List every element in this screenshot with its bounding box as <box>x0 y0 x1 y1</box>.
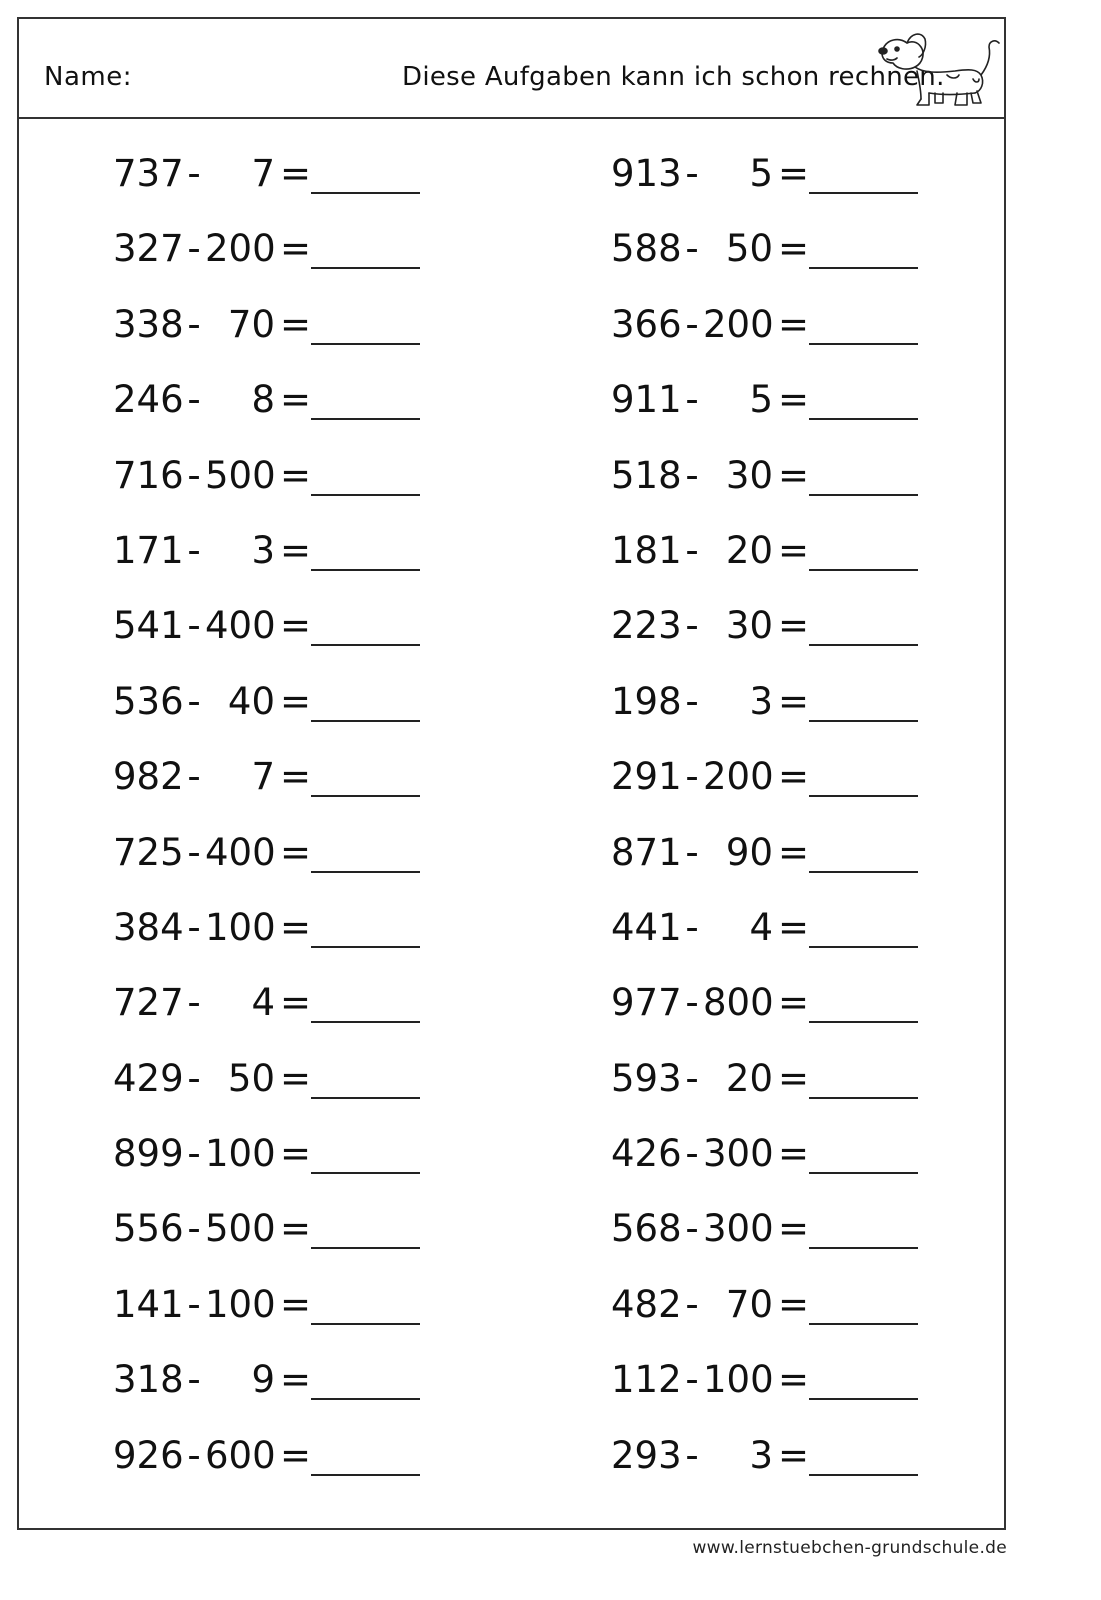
minuend: 737 <box>113 152 184 195</box>
minus-sign: - <box>187 830 201 874</box>
equals-sign: = <box>778 679 810 723</box>
answer-line[interactable] <box>311 1247 420 1249</box>
subtrahend: 20 <box>725 528 773 572</box>
subtrahend: 200 <box>703 755 774 799</box>
subtrahend: 3 <box>251 528 275 572</box>
minus-sign: - <box>685 453 699 497</box>
equals-sign: = <box>280 604 312 648</box>
answer-line[interactable] <box>311 267 420 269</box>
name-label: Name: <box>44 62 132 92</box>
equals-sign: = <box>280 679 312 723</box>
minuend: 541 <box>113 604 184 648</box>
subtrahend: 30 <box>725 604 773 648</box>
minus-sign: - <box>685 1132 699 1176</box>
subtrahend: 7 <box>251 152 275 195</box>
equals-sign: = <box>778 604 810 648</box>
equals-sign: = <box>778 528 810 572</box>
minuend: 716 <box>113 453 184 497</box>
answer-line[interactable] <box>809 644 918 646</box>
minuend: 384 <box>113 905 184 949</box>
equals-sign: = <box>280 1358 312 1402</box>
equals-sign: = <box>778 755 810 799</box>
answer-line[interactable] <box>311 1323 420 1325</box>
minus-sign: - <box>685 378 699 422</box>
subtrahend: 5 <box>749 378 773 422</box>
answer-line[interactable] <box>809 343 918 345</box>
equals-sign: = <box>280 1132 312 1176</box>
minus-sign: - <box>187 604 201 648</box>
answer-line[interactable] <box>311 494 420 496</box>
minus-sign: - <box>187 981 201 1025</box>
answer-line[interactable] <box>809 494 918 496</box>
answer-line[interactable] <box>311 1021 420 1023</box>
minus-sign: - <box>187 905 201 949</box>
answer-line[interactable] <box>311 720 420 722</box>
subtrahend: 3 <box>749 1433 773 1477</box>
minus-sign: - <box>685 1433 699 1477</box>
equals-sign: = <box>280 981 312 1025</box>
minus-sign: - <box>187 1282 201 1326</box>
minuend: 429 <box>113 1056 184 1100</box>
answer-line[interactable] <box>311 644 420 646</box>
answer-line[interactable] <box>311 418 420 420</box>
equals-sign: = <box>778 905 810 949</box>
subtrahend: 40 <box>227 679 275 723</box>
answer-line[interactable] <box>809 1323 918 1325</box>
subtrahend: 200 <box>205 227 276 271</box>
answer-line[interactable] <box>311 1172 420 1174</box>
subtrahend: 300 <box>703 1207 774 1251</box>
minuend: 441 <box>611 905 682 949</box>
equals-sign: = <box>778 453 810 497</box>
worksheet <box>17 17 1006 1530</box>
answer-line[interactable] <box>311 1398 420 1400</box>
worksheet-motto: Diese Aufgaben kann ich schon rechnen. <box>402 62 945 92</box>
answer-line[interactable] <box>809 1474 918 1476</box>
subtrahend: 50 <box>725 227 773 271</box>
minuend: 593 <box>611 1056 682 1100</box>
minuend: 366 <box>611 302 682 346</box>
minus-sign: - <box>187 378 201 422</box>
answer-line[interactable] <box>809 1247 918 1249</box>
minus-sign: - <box>187 1056 201 1100</box>
equals-sign: = <box>778 1282 810 1326</box>
answer-line[interactable] <box>311 1474 420 1476</box>
minus-sign: - <box>685 227 699 271</box>
minuend: 911 <box>611 378 682 422</box>
minuend: 556 <box>113 1207 184 1251</box>
subtrahend: 4 <box>251 981 275 1025</box>
minuend: 338 <box>113 302 184 346</box>
dog-icon <box>877 23 1003 115</box>
answer-line[interactable] <box>809 418 918 420</box>
minuend: 112 <box>611 1358 682 1402</box>
minus-sign: - <box>685 302 699 346</box>
subtrahend: 70 <box>725 1282 773 1326</box>
minuend: 536 <box>113 679 184 723</box>
minuend: 982 <box>113 755 184 799</box>
subtrahend: 3 <box>749 679 773 723</box>
subtrahend: 100 <box>205 1282 276 1326</box>
minus-sign: - <box>187 453 201 497</box>
subtrahend: 30 <box>725 453 773 497</box>
minus-sign: - <box>187 302 201 346</box>
equals-sign: = <box>280 830 312 874</box>
equals-sign: = <box>778 1433 810 1477</box>
minuend: 246 <box>113 378 184 422</box>
answer-line[interactable] <box>809 192 918 194</box>
equals-sign: = <box>778 227 810 271</box>
answer-line[interactable] <box>809 871 918 873</box>
minuend: 293 <box>611 1433 682 1477</box>
equals-sign: = <box>280 453 312 497</box>
subtrahend: 7 <box>251 755 275 799</box>
minuend: 727 <box>113 981 184 1025</box>
answer-line[interactable] <box>311 871 420 873</box>
minus-sign: - <box>187 1433 201 1477</box>
minuend: 725 <box>113 830 184 874</box>
answer-line[interactable] <box>311 946 420 948</box>
equals-sign: = <box>778 1207 810 1251</box>
equals-sign: = <box>778 152 810 195</box>
equals-sign: = <box>778 830 810 874</box>
minus-sign: - <box>685 1207 699 1251</box>
answer-line[interactable] <box>809 1398 918 1400</box>
minuend: 223 <box>611 604 682 648</box>
minus-sign: - <box>187 227 201 271</box>
minuend: 568 <box>611 1207 682 1251</box>
equals-sign: = <box>778 302 810 346</box>
subtrahend: 9 <box>251 1358 275 1402</box>
minuend: 913 <box>611 152 682 195</box>
equals-sign: = <box>280 302 312 346</box>
minuend: 198 <box>611 679 682 723</box>
equals-sign: = <box>280 1433 312 1477</box>
footer-url: www.lernstuebchen-grundschule.de <box>692 1538 1007 1558</box>
equals-sign: = <box>280 378 312 422</box>
minus-sign: - <box>187 755 201 799</box>
subtrahend: 20 <box>725 1056 773 1100</box>
minuend: 181 <box>611 528 682 572</box>
subtrahend: 400 <box>205 604 276 648</box>
equals-sign: = <box>778 378 810 422</box>
minus-sign: - <box>685 1056 699 1100</box>
worksheet-header <box>19 19 1004 119</box>
minus-sign: - <box>685 755 699 799</box>
answer-line[interactable] <box>809 720 918 722</box>
subtrahend: 100 <box>205 905 276 949</box>
subtrahend: 100 <box>205 1132 276 1176</box>
minuend: 518 <box>611 453 682 497</box>
answer-line[interactable] <box>311 795 420 797</box>
answer-line[interactable] <box>311 192 420 194</box>
minus-sign: - <box>187 1207 201 1251</box>
minus-sign: - <box>685 1358 699 1402</box>
minus-sign: - <box>187 1132 201 1176</box>
subtrahend: 4 <box>749 905 773 949</box>
equals-sign: = <box>280 528 312 572</box>
subtrahend: 8 <box>251 378 275 422</box>
answer-line[interactable] <box>809 569 918 571</box>
minuend: 426 <box>611 1132 682 1176</box>
minuend: 926 <box>113 1433 184 1477</box>
minus-sign: - <box>685 830 699 874</box>
minuend: 899 <box>113 1132 184 1176</box>
minuend: 977 <box>611 981 682 1025</box>
subtrahend: 200 <box>703 302 774 346</box>
minuend: 291 <box>611 755 682 799</box>
minuend: 171 <box>113 528 184 572</box>
subtrahend: 600 <box>205 1433 276 1477</box>
answer-line[interactable] <box>311 343 420 345</box>
minuend: 327 <box>113 227 184 271</box>
minus-sign: - <box>685 1282 699 1326</box>
equals-sign: = <box>280 905 312 949</box>
minus-sign: - <box>187 152 201 195</box>
equals-sign: = <box>280 1207 312 1251</box>
minus-sign: - <box>685 679 699 723</box>
equals-sign: = <box>778 981 810 1025</box>
minus-sign: - <box>685 528 699 572</box>
minus-sign: - <box>685 905 699 949</box>
subtrahend: 800 <box>703 981 774 1025</box>
minuend: 588 <box>611 227 682 271</box>
answer-line[interactable] <box>809 1021 918 1023</box>
answer-line[interactable] <box>311 569 420 571</box>
subtrahend: 5 <box>749 152 773 195</box>
minuend: 871 <box>611 830 682 874</box>
equals-sign: = <box>778 1056 810 1100</box>
minuend: 141 <box>113 1282 184 1326</box>
answer-line[interactable] <box>809 1172 918 1174</box>
equals-sign: = <box>280 755 312 799</box>
equals-sign: = <box>280 227 312 271</box>
subtrahend: 90 <box>725 830 773 874</box>
minus-sign: - <box>187 1358 201 1402</box>
subtrahend: 70 <box>227 302 275 346</box>
equals-sign: = <box>280 1282 312 1326</box>
answer-line[interactable] <box>311 1097 420 1099</box>
minus-sign: - <box>187 528 201 572</box>
answer-line[interactable] <box>809 795 918 797</box>
subtrahend: 400 <box>205 830 276 874</box>
minus-sign: - <box>685 981 699 1025</box>
answer-line[interactable] <box>809 267 918 269</box>
equals-sign: = <box>280 1056 312 1100</box>
minus-sign: - <box>685 604 699 648</box>
answer-line[interactable] <box>809 946 918 948</box>
subtrahend: 500 <box>205 1207 276 1251</box>
subtrahend: 500 <box>205 453 276 497</box>
minus-sign: - <box>187 679 201 723</box>
minus-sign: - <box>685 152 699 195</box>
subtrahend: 300 <box>703 1132 774 1176</box>
equals-sign: = <box>280 152 312 195</box>
equals-sign: = <box>778 1132 810 1176</box>
subtrahend: 50 <box>227 1056 275 1100</box>
equals-sign: = <box>778 1358 810 1402</box>
minuend: 318 <box>113 1358 184 1402</box>
minuend: 482 <box>611 1282 682 1326</box>
subtrahend: 100 <box>703 1358 774 1402</box>
answer-line[interactable] <box>809 1097 918 1099</box>
